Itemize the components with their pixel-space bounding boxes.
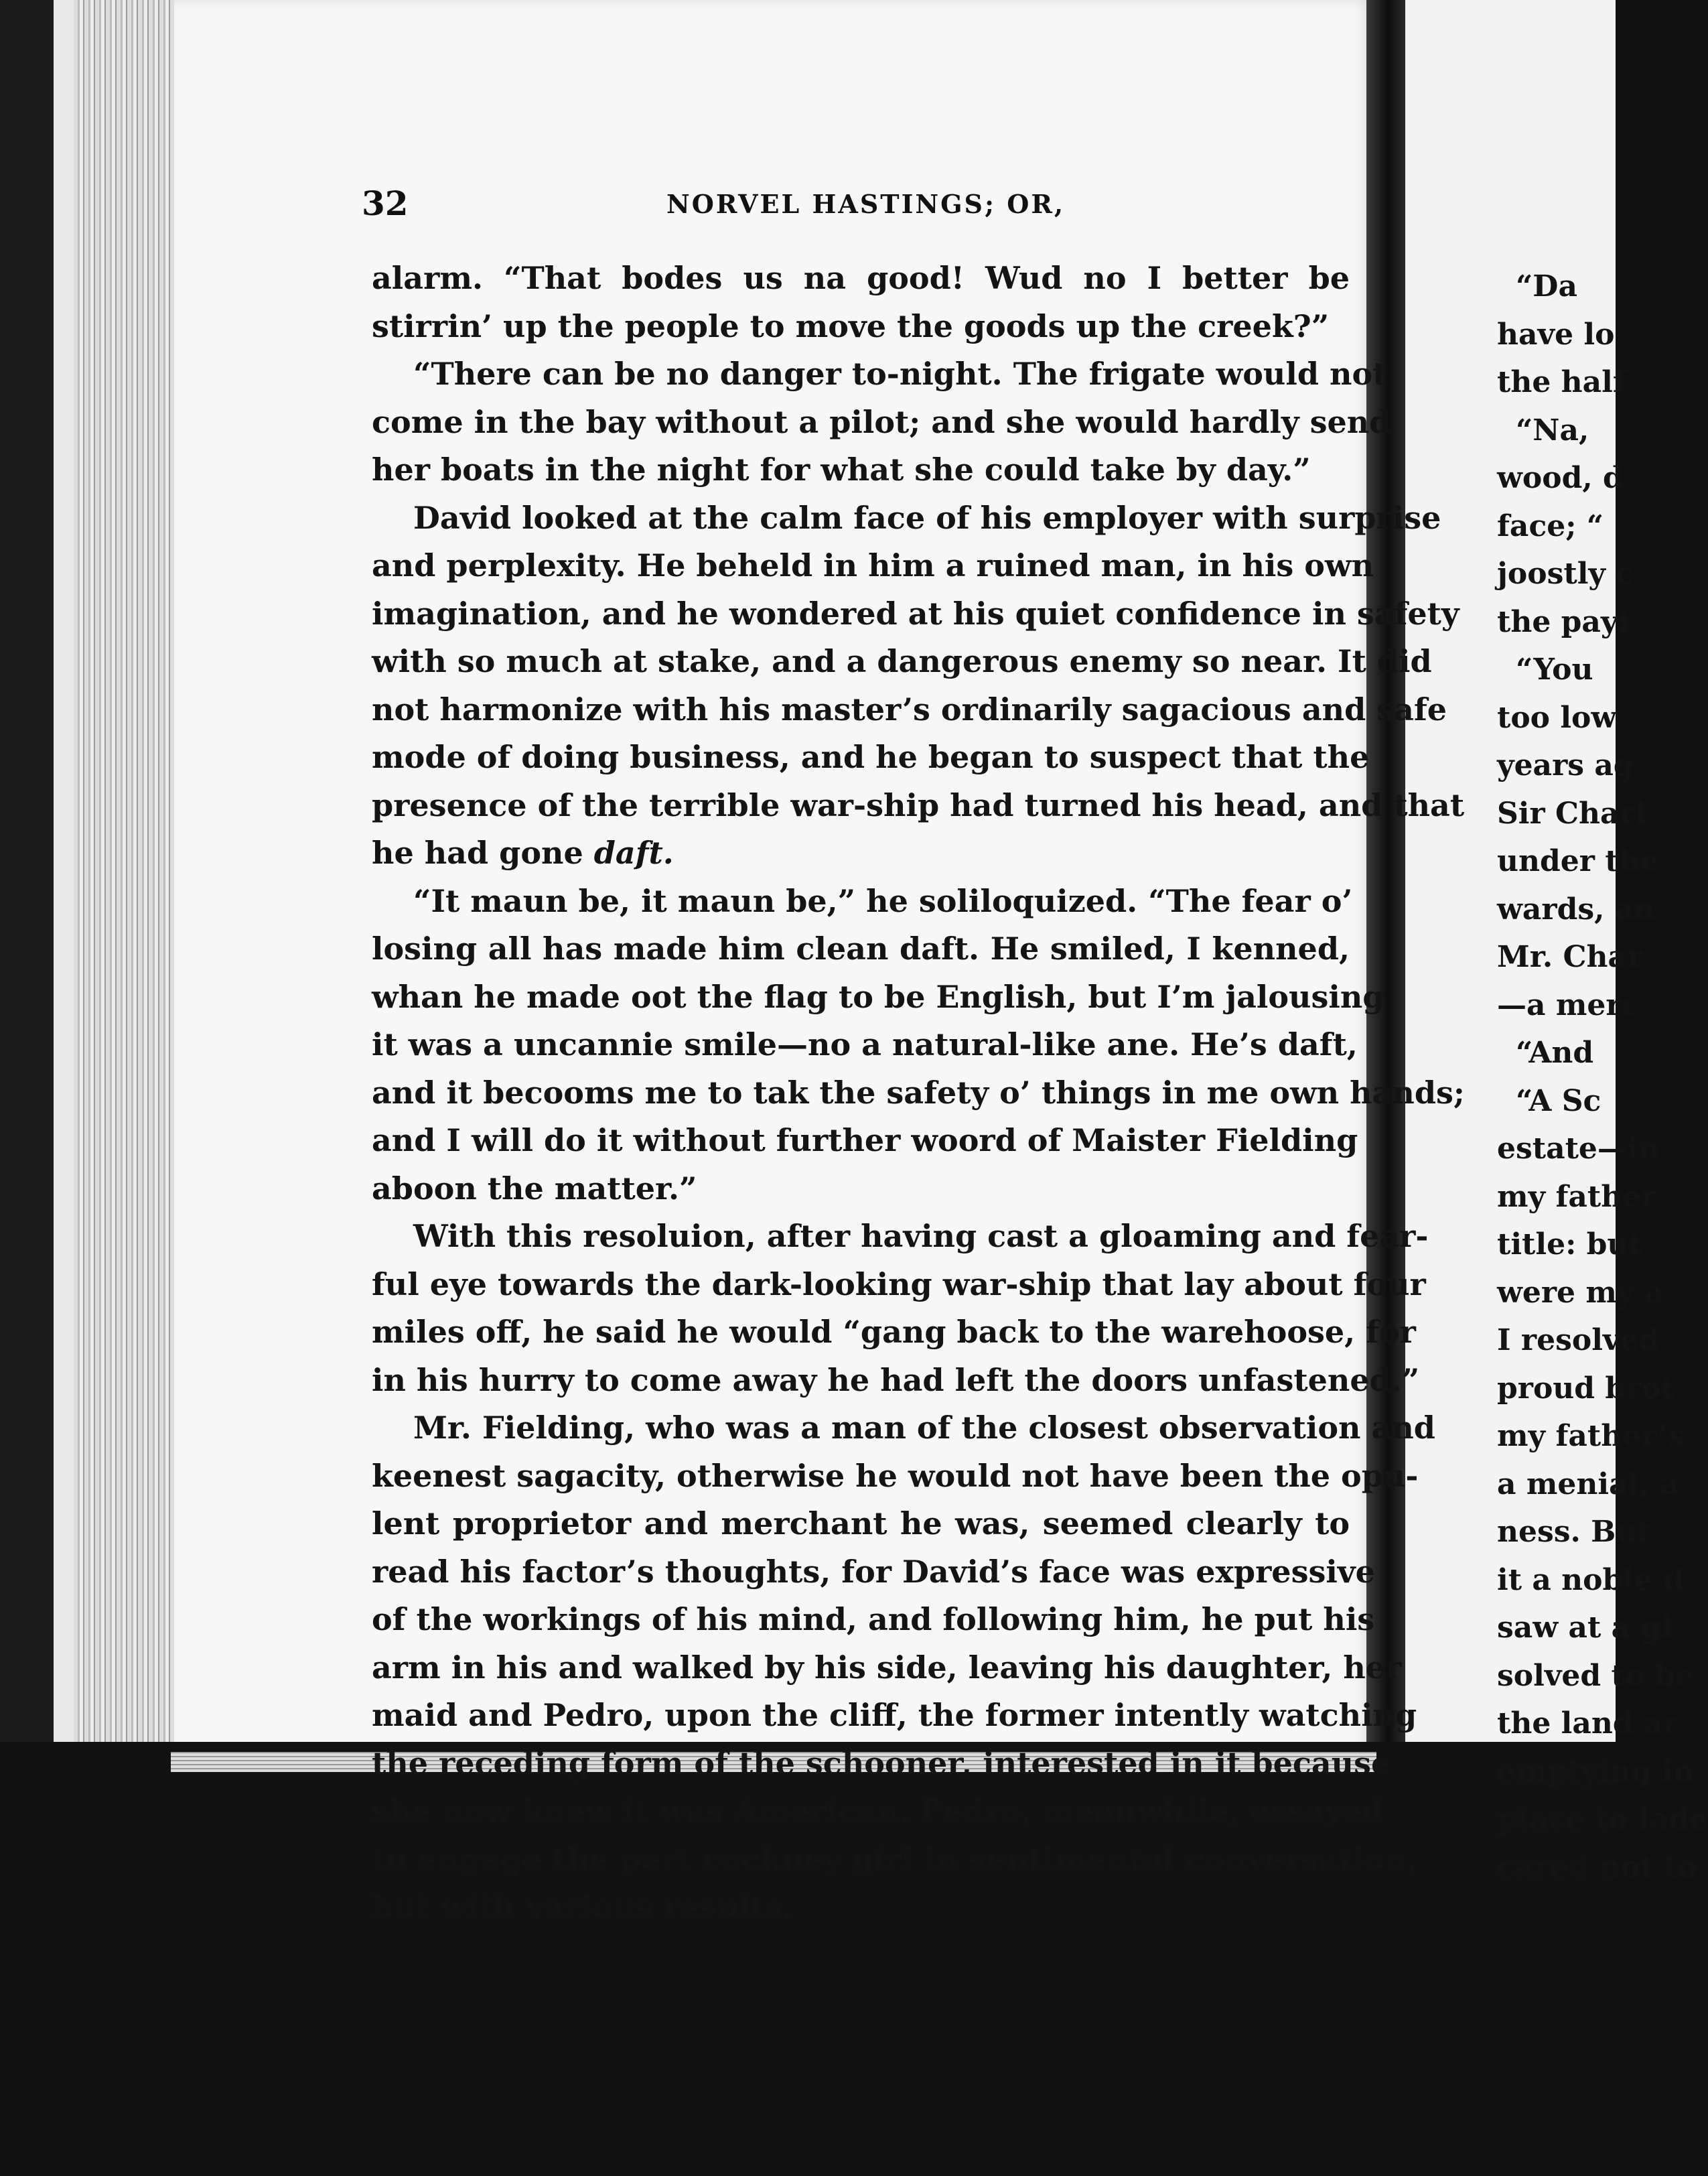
text-line-content: losing all has made him clean daft. He smiled, I kenned, — [372, 931, 1350, 967]
right-text-line: emptying in — [1497, 1754, 1695, 1789]
right-text-line: “Da — [1516, 269, 1577, 303]
text-line-content: and perplexity. He beheld in him a ruined man, in his own — [372, 547, 1374, 584]
text-line-content: whan he made oot the flag to be English, but I’m jalousing — [372, 978, 1384, 1015]
text-line — [372, 1787, 1384, 1836]
right-text-line: solved to be — [1497, 1658, 1695, 1693]
text-line — [372, 1021, 1358, 1069]
text-line-content: aboon the matter.” — [372, 1170, 697, 1207]
right-text-line: my father — [1497, 1179, 1657, 1214]
text-line-content: in his hurry to come away he had left the doors unfastened.” — [372, 1361, 1420, 1398]
text-line — [372, 255, 1350, 303]
right-text-line: my father’s — [1497, 1419, 1685, 1453]
text-line — [372, 1213, 1429, 1261]
right-text-line: a menial, a — [1497, 1467, 1679, 1501]
right-text-line: title: but — [1497, 1227, 1642, 1262]
text-line-content: alarm. “That bodes us na good! Wud no I better be — [372, 260, 1350, 296]
right-text-line: “You — [1516, 653, 1593, 687]
right-text-line: the half — [1497, 365, 1626, 399]
text-line — [372, 1596, 1375, 1644]
right-text-line: wood, d — [1497, 461, 1624, 495]
text-line — [372, 350, 1387, 399]
right-text-line: ness. But — [1497, 1515, 1651, 1549]
text-line-content: stirrin’ up the people to move the goods up the creek?” — [372, 308, 1330, 344]
text-line-content: it was a uncannie smile—no a natural-like ane. He’s daft, — [372, 1026, 1358, 1063]
text-line-content: her boats in the night for what she could take by day.” — [372, 452, 1311, 488]
text-line-content: “It maun be, it maun be,” he soliloquized. “The fear o’ — [413, 882, 1353, 919]
right-text-line: the land ar — [1497, 1706, 1679, 1741]
text-line — [372, 542, 1374, 590]
running-head: NORVEL HASTINGS; OR, — [666, 189, 1066, 219]
right-text-line: face; “ — [1497, 508, 1604, 543]
right-text-line: too low — [1497, 700, 1617, 735]
text-line-content: “There can be no danger to-night. The frigate would not — [413, 356, 1387, 392]
text-line-content: lent proprietor and merchant he was, seemed clearly to — [372, 1505, 1350, 1542]
text-line — [372, 638, 1432, 686]
text-line — [372, 925, 1350, 973]
right-text-line: years ag — [1497, 748, 1634, 783]
text-line — [372, 1836, 1418, 1884]
text-line-content: with so much at stake, and a dangerous enemy so near. It did — [372, 643, 1432, 679]
right-text-line: wards, an — [1497, 892, 1656, 927]
text-line-content: and it becooms me to tak the safety o’ things in me own hands; — [372, 1074, 1465, 1111]
text-line-content: but with various results. — [372, 1889, 793, 1925]
text-line — [372, 1308, 1416, 1357]
text-line — [372, 1740, 1391, 1788]
text-line — [372, 782, 1465, 830]
page-edges-left — [74, 0, 181, 1789]
right-text-line: Sir Charl — [1497, 796, 1646, 831]
right-page-text-fragment — [1497, 263, 1708, 1891]
text-line — [372, 1883, 1350, 1931]
text-line — [372, 590, 1460, 638]
text-line-content: come in the bay without a pilot; and she would hardly send — [372, 403, 1391, 440]
text-line-content: read his factor’s thoughts, for David’s face was expressive — [372, 1553, 1375, 1590]
page-header — [362, 184, 1353, 230]
text-line-content: imagination, and he wondered at his quiet confidence in safety — [372, 595, 1460, 632]
right-text-line: estate—in — [1497, 1132, 1660, 1166]
text-line — [372, 1404, 1435, 1452]
right-text-line: “Na, — [1516, 413, 1589, 448]
right-text-line: place to lade — [1497, 1802, 1708, 1836]
right-text-line: it a noble d — [1497, 1562, 1685, 1597]
text-line — [372, 734, 1370, 782]
right-text-line: joostly c — [1497, 557, 1634, 591]
right-text-line: “And — [1516, 1036, 1594, 1070]
text-line — [372, 686, 1447, 734]
right-text-line: “A Sc — [1516, 1083, 1602, 1118]
right-text-line: I resolved — [1497, 1323, 1660, 1357]
text-line — [372, 1357, 1420, 1405]
page-number: 32 — [362, 184, 409, 223]
text-line-content: mode of doing business, and he began to suspect that the — [372, 739, 1370, 775]
book-gutter — [1366, 0, 1405, 1809]
text-line-content: ful eye towards the dark-looking war-ship that lay about four — [372, 1266, 1426, 1302]
text-line — [372, 399, 1391, 447]
left-page-text — [372, 255, 1465, 1931]
text-line — [372, 829, 1350, 878]
italic-word: daft. — [593, 835, 674, 871]
text-line — [372, 1452, 1419, 1501]
right-text-line: have lo — [1497, 317, 1615, 352]
right-text-line: saw at a gl — [1497, 1611, 1673, 1645]
text-line-content: to engage the pert cockney girl in sentimental conversation, — [372, 1840, 1418, 1877]
text-line-content: the receding form of the schooner, interested in it because — [372, 1745, 1391, 1781]
text-line-content: he had gone — [372, 835, 594, 871]
right-text-line: under the — [1497, 844, 1659, 878]
right-text-line: cared not to — [1497, 1850, 1698, 1885]
text-line — [372, 878, 1353, 926]
text-line-content: miles off, he said he would “gang back to the warehoose, for — [372, 1314, 1416, 1350]
text-line — [372, 1644, 1402, 1692]
text-line — [372, 1165, 1350, 1213]
text-line — [372, 303, 1350, 351]
right-text-line: —a merc — [1497, 988, 1640, 1022]
text-line — [372, 1500, 1350, 1548]
text-line — [372, 1548, 1375, 1596]
text-line-content: and I will do it without further woord of Maister Fielding — [372, 1122, 1358, 1158]
text-line-content: maid and Pedro, upon the cliff, the former intently watching — [372, 1697, 1417, 1733]
right-text-line: the payi — [1497, 604, 1630, 639]
text-line — [372, 1692, 1417, 1740]
text-line-content: she now knew it was American. Pedro, meanwhile, essayed — [372, 1793, 1384, 1829]
text-line — [372, 1117, 1358, 1165]
text-line-content: David looked at the calm face of his employer with surprise — [413, 499, 1441, 536]
text-line-content: keenest sagacity, otherwise he would not have been the opu- — [372, 1457, 1419, 1494]
text-line-content: Mr. Fielding, who was a man of the closest observation and — [413, 1410, 1435, 1446]
text-line-content: not harmonize with his master’s ordinarily sagacious and safe — [372, 691, 1447, 728]
right-text-line: proud brot — [1497, 1371, 1675, 1406]
text-line — [372, 1261, 1426, 1309]
text-line — [372, 446, 1350, 494]
text-line — [372, 1069, 1465, 1117]
right-text-line: were my a — [1497, 1275, 1664, 1310]
right-text-line: Mr. Char — [1497, 940, 1643, 974]
text-line-content: of the workings of his mind, and following him, he put his — [372, 1601, 1375, 1637]
text-line — [372, 973, 1384, 1022]
text-line-content: presence of the terrible war-ship had turned his head, and that — [372, 787, 1465, 823]
text-line-content: arm in his and walked by his side, leaving his daughter, her — [372, 1649, 1402, 1686]
text-line-content: With this resoluion, after having cast a gloaming and fear- — [413, 1218, 1429, 1254]
text-line — [372, 494, 1441, 543]
